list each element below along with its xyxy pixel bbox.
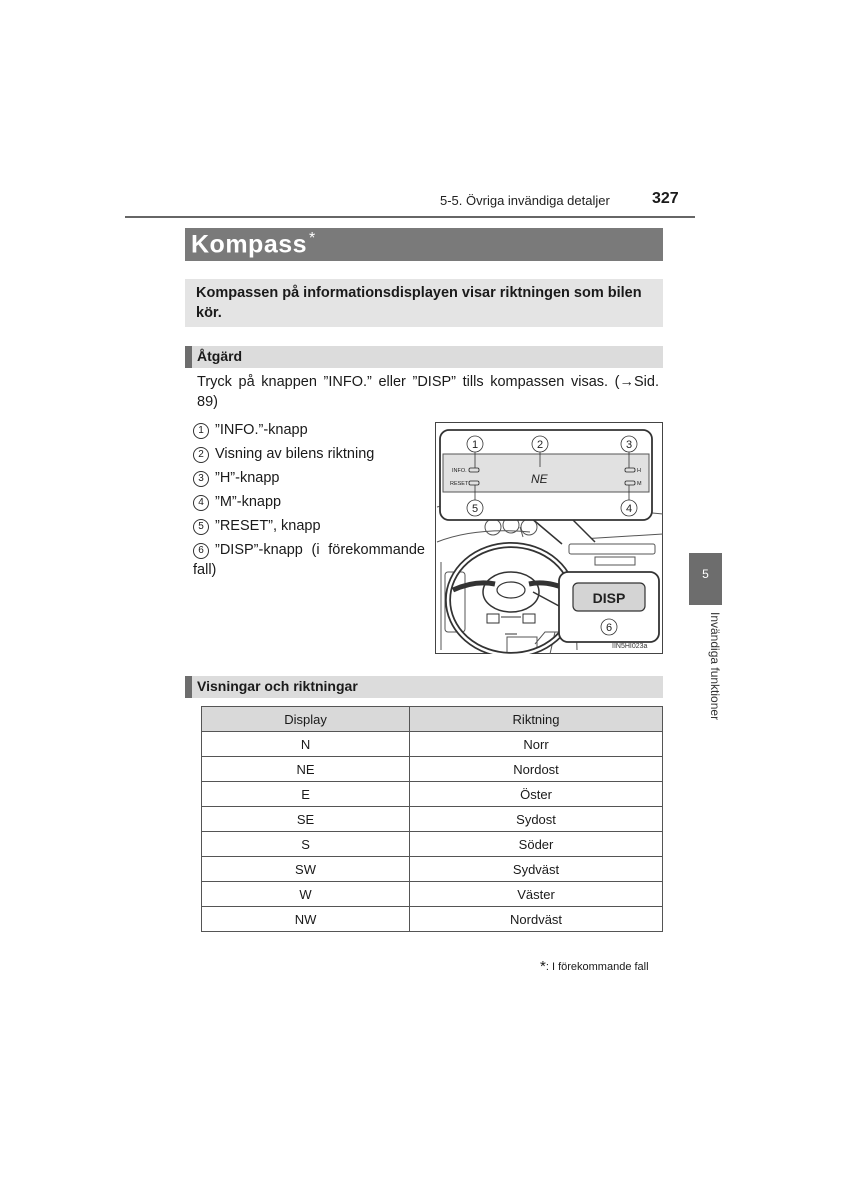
column-header-direction: Riktning [410, 707, 663, 732]
direction-cell: Sydost [410, 807, 663, 832]
display-cell: SE [202, 807, 410, 832]
table-row [202, 732, 663, 757]
table-row [202, 807, 663, 832]
page-title-text: Kompass [191, 230, 308, 259]
footnote-asterisk: * [540, 958, 546, 975]
table-row [202, 857, 663, 882]
callout-1: 1 [471, 439, 479, 451]
display-cell: N [202, 732, 410, 757]
chapter-number: 5 [702, 567, 709, 581]
callout-number: 2 [193, 447, 209, 463]
direction-cell: Sydväst [410, 857, 663, 882]
dashboard-illustration [435, 422, 663, 654]
column-header-display: Display [202, 707, 410, 732]
list-item [193, 444, 425, 464]
list-item [193, 468, 425, 488]
page-number: 327 [652, 190, 679, 207]
table-row [202, 907, 663, 932]
intro-text: Kompassen på informationsdisplayen visar riktningen som bilen kör. [196, 285, 642, 321]
callout-6: 6 [605, 622, 613, 634]
callout-number: 1 [193, 423, 209, 439]
callout-4: 4 [625, 503, 633, 515]
page-title [191, 230, 316, 259]
table-row [202, 832, 663, 857]
callout-number: 5 [193, 519, 209, 535]
direction-table [201, 706, 663, 932]
list-item-text: ”H”-knapp [215, 470, 280, 486]
disp-button-label: DISP [592, 590, 626, 606]
table-row [202, 757, 663, 782]
display-cell: SW [202, 857, 410, 882]
list-item-text: ”INFO.”-knapp [215, 422, 308, 438]
chapter-label: Invändiga funktioner [708, 612, 722, 721]
compass-ne-readout: NE [531, 472, 548, 486]
direction-cell: Väster [410, 882, 663, 907]
direction-cell: Norr [410, 732, 663, 757]
footnote [540, 958, 649, 975]
display-cell: W [202, 882, 410, 907]
h-label: H [637, 468, 641, 474]
callout-number: 6 [193, 543, 209, 559]
callout-5: 5 [471, 503, 479, 515]
header-divider [125, 216, 695, 218]
list-item-text: ”DISP”-knapp (i förekommande fall) [193, 542, 425, 578]
display-cell: S [202, 832, 410, 857]
table-row [202, 882, 663, 907]
illustration-code: IIN5HI023a [612, 643, 648, 650]
list-item-text: Visning av bilens riktning [215, 446, 375, 462]
list-item [193, 420, 425, 440]
display-cell: NE [202, 757, 410, 782]
list-item [193, 516, 425, 536]
section-heading-table: Visningar och riktningar [197, 678, 358, 694]
section-heading-action: Åtgärd [197, 348, 243, 364]
list-item [193, 492, 425, 512]
direction-cell: Öster [410, 782, 663, 807]
direction-cell: Söder [410, 832, 663, 857]
list-item-text: ”RESET”, knapp [215, 518, 321, 534]
action-instructions: Tryck på knappen ”INFO.” eller ”DISP” tills kompassen visas. (→Sid. 89) [197, 374, 659, 410]
direction-cell: Nordost [410, 757, 663, 782]
table-header-row [202, 707, 663, 732]
reset-label: RESET [450, 481, 469, 487]
header-section-title: 5-5. Övriga invändiga detaljer [440, 193, 610, 208]
callout-number: 4 [193, 495, 209, 511]
m-label: M [637, 481, 642, 487]
footnote-text: : I förekommande fall [545, 961, 649, 973]
display-cell: NW [202, 907, 410, 932]
callout-number: 3 [193, 471, 209, 487]
callout-2: 2 [536, 439, 544, 451]
callout-3: 3 [625, 439, 633, 451]
title-asterisk: * [309, 230, 316, 247]
table-row [202, 782, 663, 807]
section-heading-bar-action [185, 346, 663, 368]
direction-cell: Nordväst [410, 907, 663, 932]
list-item-text: ”M”-knapp [215, 494, 282, 510]
display-cell: E [202, 782, 410, 807]
info-label: INFO. [452, 468, 467, 474]
